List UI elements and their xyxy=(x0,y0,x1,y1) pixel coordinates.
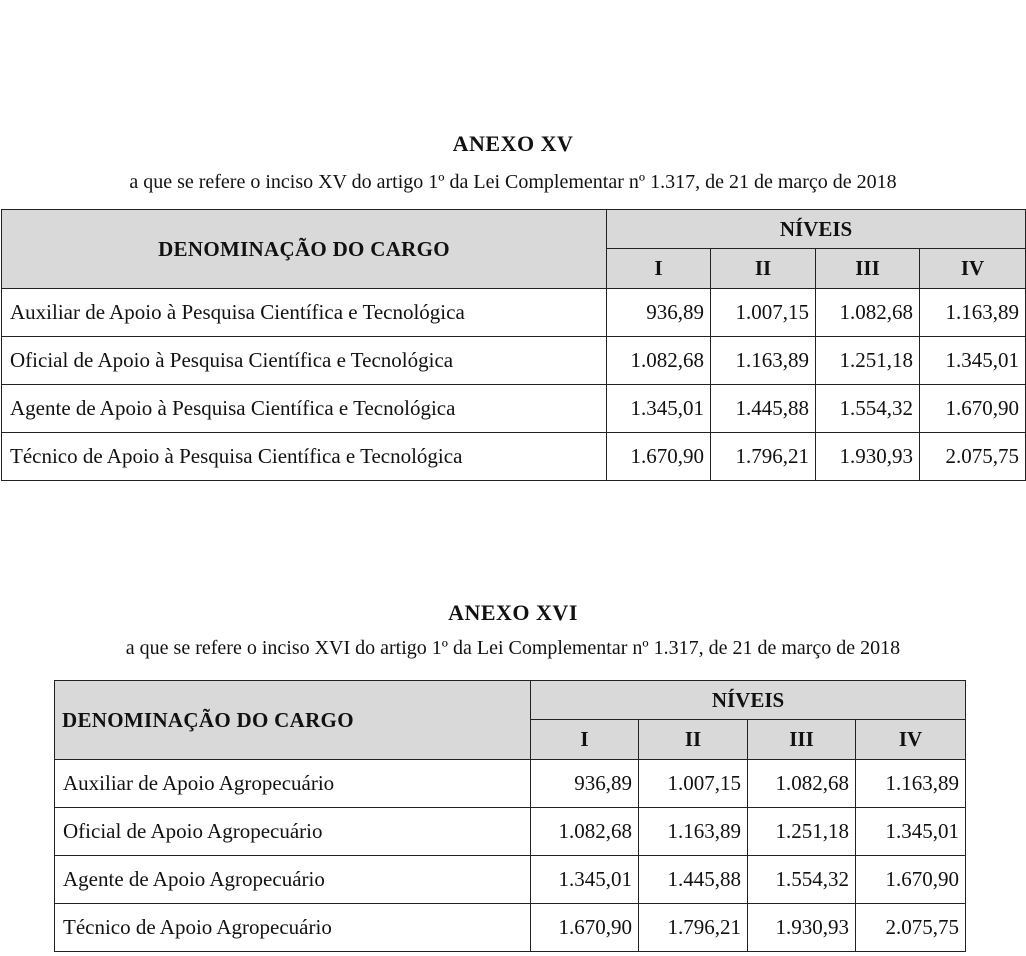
salary-cell: 1.554,32 xyxy=(748,856,856,904)
salary-cell: 1.445,88 xyxy=(711,385,816,433)
cargo-name: Agente de Apoio Agropecuário xyxy=(55,856,531,904)
cargo-name: Oficial de Apoio Agropecuário xyxy=(55,808,531,856)
salary-cell: 1.007,15 xyxy=(711,289,816,337)
salary-cell: 1.345,01 xyxy=(531,856,639,904)
salary-cell: 1.796,21 xyxy=(711,433,816,481)
salary-cell: 1.163,89 xyxy=(711,337,816,385)
salary-cell: 936,89 xyxy=(607,289,711,337)
salary-cell: 1.796,21 xyxy=(639,904,748,952)
salary-cell: 1.082,68 xyxy=(531,808,639,856)
salary-cell: 2.075,75 xyxy=(920,433,1026,481)
salary-cell: 1.554,32 xyxy=(816,385,920,433)
salary-cell: 1.930,93 xyxy=(748,904,856,952)
table-row xyxy=(55,904,966,952)
levels-column-header: NÍVEIS xyxy=(607,210,1026,249)
salary-cell: 1.163,89 xyxy=(920,289,1026,337)
annex-xv-subtitle: a que se refere o inciso XV do artigo 1º da Lei Complementar nº 1.317, de 21 de março de 2018 xyxy=(129,171,897,193)
salary-cell: 1.345,01 xyxy=(856,808,966,856)
salary-cell: 1.930,93 xyxy=(816,433,920,481)
table-row xyxy=(2,385,1026,433)
level-header-ii: II xyxy=(711,249,816,289)
cargo-name: Oficial de Apoio à Pesquisa Científica e Tecnológica xyxy=(2,337,607,385)
salary-cell: 1.251,18 xyxy=(816,337,920,385)
salary-cell: 1.007,15 xyxy=(639,760,748,808)
level-header-iv: IV xyxy=(920,249,1026,289)
level-header-iii: III xyxy=(748,720,856,760)
table-row xyxy=(2,289,1026,337)
salary-cell: 1.163,89 xyxy=(639,808,748,856)
cargo-name: Técnico de Apoio à Pesquisa Científica e Tecnológica xyxy=(2,433,607,481)
annex-xv-salary-table xyxy=(1,209,1026,481)
table-row xyxy=(55,808,966,856)
salary-cell: 936,89 xyxy=(531,760,639,808)
levels-column-header: NÍVEIS xyxy=(531,681,966,720)
cargo-column-header: DENOMINAÇÃO DO CARGO xyxy=(55,681,531,760)
annex-xv-title: ANEXO XV xyxy=(452,131,574,156)
salary-cell: 1.082,68 xyxy=(816,289,920,337)
salary-cell: 1.082,68 xyxy=(607,337,711,385)
cargo-name: Auxiliar de Apoio Agropecuário xyxy=(55,760,531,808)
cargo-column-header: DENOMINAÇÃO DO CARGO xyxy=(2,210,607,289)
salary-cell: 1.445,88 xyxy=(639,856,748,904)
table-row xyxy=(2,337,1026,385)
salary-cell: 1.345,01 xyxy=(920,337,1026,385)
salary-cell: 1.670,90 xyxy=(920,385,1026,433)
table-row xyxy=(55,856,966,904)
salary-cell: 1.082,68 xyxy=(748,760,856,808)
annex-xvi-subtitle: a que se refere o inciso XVI do artigo 1º da Lei Complementar nº 1.317, de 21 de março de 2018 xyxy=(125,637,901,659)
annex-xvi-title: ANEXO XVI xyxy=(448,600,578,625)
table-row xyxy=(2,433,1026,481)
salary-cell: 1.670,90 xyxy=(856,856,966,904)
cargo-name: Auxiliar de Apoio à Pesquisa Científica e Tecnológica xyxy=(2,289,607,337)
level-header-iii: III xyxy=(816,249,920,289)
table-row xyxy=(55,760,966,808)
salary-cell: 1.251,18 xyxy=(748,808,856,856)
salary-cell: 1.670,90 xyxy=(531,904,639,952)
annex-xvi-salary-table xyxy=(54,680,966,952)
salary-cell: 1.163,89 xyxy=(856,760,966,808)
level-header-i: I xyxy=(607,249,711,289)
cargo-name: Agente de Apoio à Pesquisa Científica e Tecnológica xyxy=(2,385,607,433)
salary-cell: 1.670,90 xyxy=(607,433,711,481)
level-header-iv: IV xyxy=(856,720,966,760)
cargo-name: Técnico de Apoio Agropecuário xyxy=(55,904,531,952)
salary-cell: 1.345,01 xyxy=(607,385,711,433)
level-header-ii: II xyxy=(639,720,748,760)
salary-cell: 2.075,75 xyxy=(856,904,966,952)
level-header-i: I xyxy=(531,720,639,760)
